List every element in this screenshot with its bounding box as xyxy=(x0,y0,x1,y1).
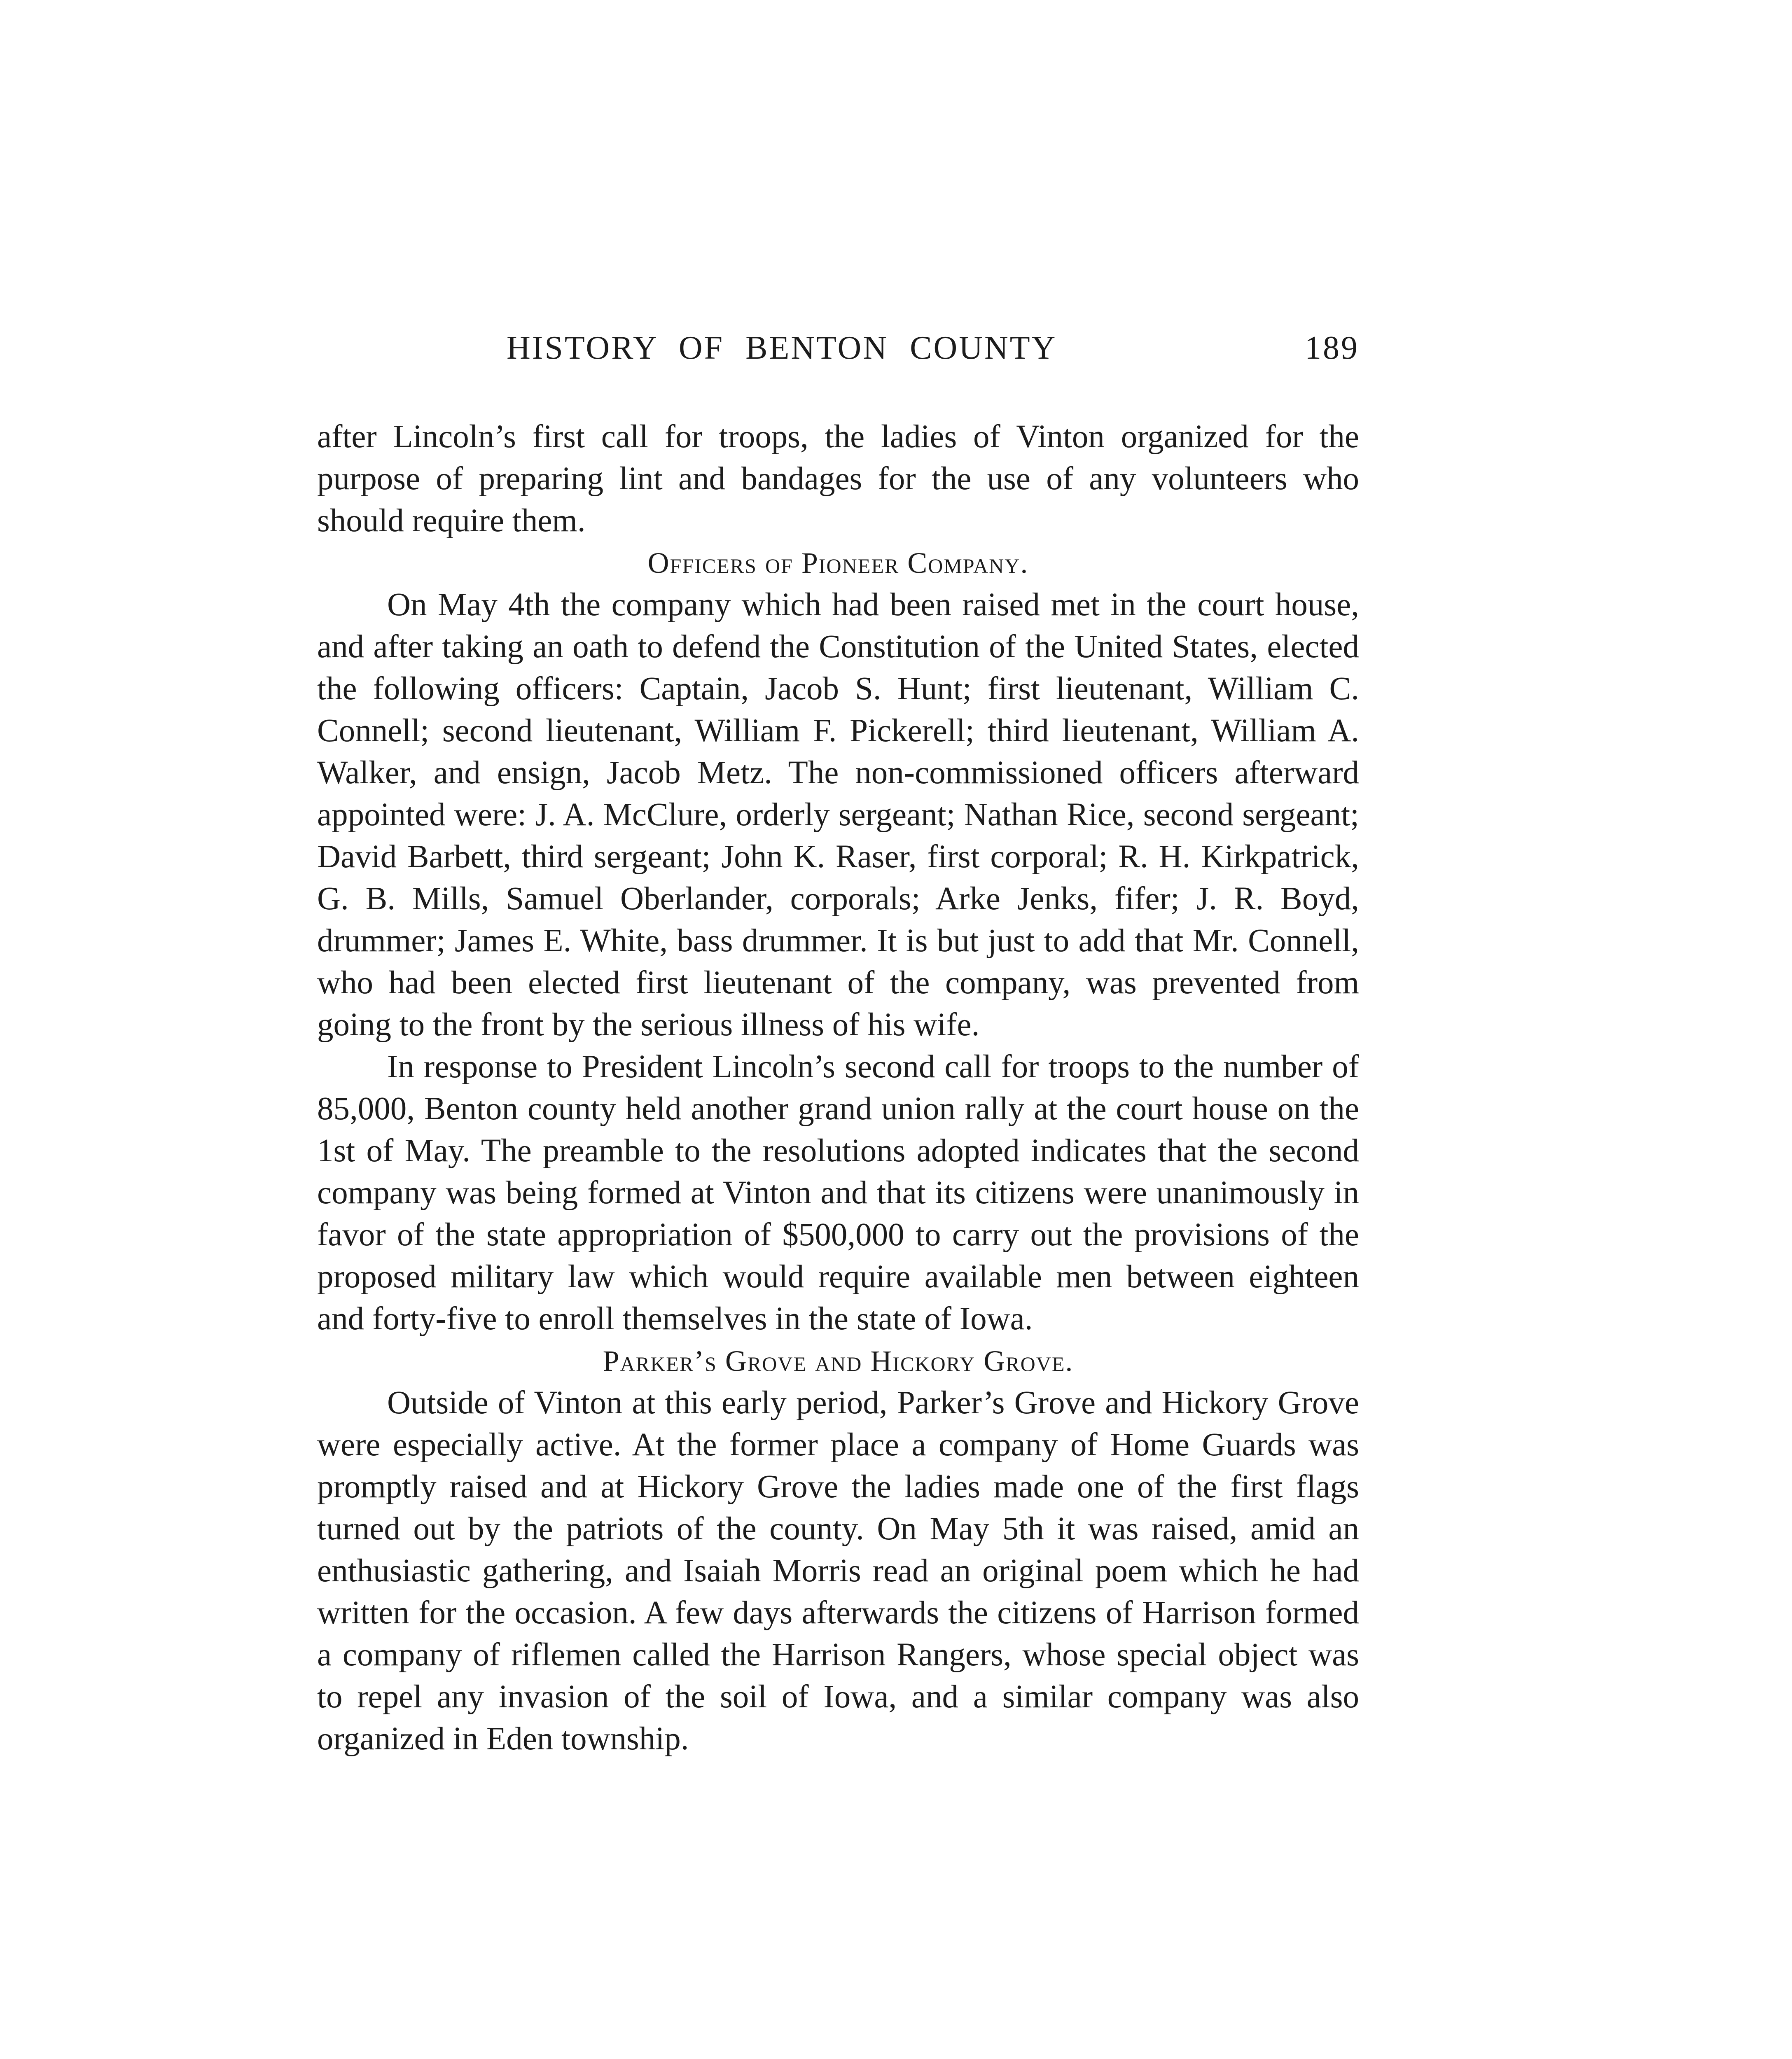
running-head-title: HISTORY OF BENTON COUNTY xyxy=(507,330,1057,366)
section-heading-groves: Parker’s Grove and Hickory Grove. xyxy=(603,1345,1074,1377)
running-head xyxy=(317,329,1359,375)
section-heading-officers: Officers of Pioneer Company. xyxy=(647,546,1029,579)
paragraph-second-call: In response to President Lincoln’s second call for troops to the number of 85,000, Benton county held another grand union rally at the court house on the 1st of May. The preamble to the resolutions adopted indicates that the second company was being formed at Vinton and that its citizens were unanimously in favor of the state appropriation of $500,000 to carry out the provisions of the proposed military law which would require available men between eighteen and forty-five to enroll themselves in the state of Iowa. xyxy=(317,1049,1359,1337)
page-number: 189 xyxy=(1305,330,1359,366)
paragraph-groves: Outside of Vinton at this early period, Parker’s Grove and Hickory Grove were especially active. At the former place a company of Home Guards was promptly raised and at Hickory Grove the ladies made one of the first flags turned out by the patriots of the county. On May 5th it was raised, amid an enthusiastic gathering, and Isaiah Morris read an original poem which he had written for the occasion. A few days afterwards the citizens of Harrison formed a company of riflemen called the Harrison Rangers, whose special object was to repel any invasion of the soil of Iowa, and a similar company was also organized in Eden township. xyxy=(317,1385,1359,1757)
paragraph-continuation: after Lincoln’s first call for troops, the ladies of Vinton organized for the purpose of preparing lint and bandages for the use of any volunteers who should require them. xyxy=(317,419,1359,539)
paragraph-officers: On May 4th the company which had been raised met in the court house, and after taking an oath to defend the Constitution of the United States, elected the following officers: Captain, Jacob S. Hunt; first lieutenant, William C. Connell; second lieutenant, William F. Pickerell; third lieutenant, William A. Walker, and ensign, Jacob Metz. The non-commissioned officers afterward appointed were: J. A. McClure, orderly sergeant; Nathan Rice, second sergeant; David Barbett, third sergeant; John K. Raser, first corporal; R. H. Kirkpatrick, G. B. Mills, Samuel Oberlander, corporals; Arke Jenks, fifer; J. R. Boyd, drummer; James E. White, bass drummer. It is but just to add that Mr. Connell, who had been elected first lieutenant of the company, was prevented from going to the front by the serious illness of his wife. xyxy=(317,587,1359,1043)
body-text xyxy=(317,416,1359,1760)
